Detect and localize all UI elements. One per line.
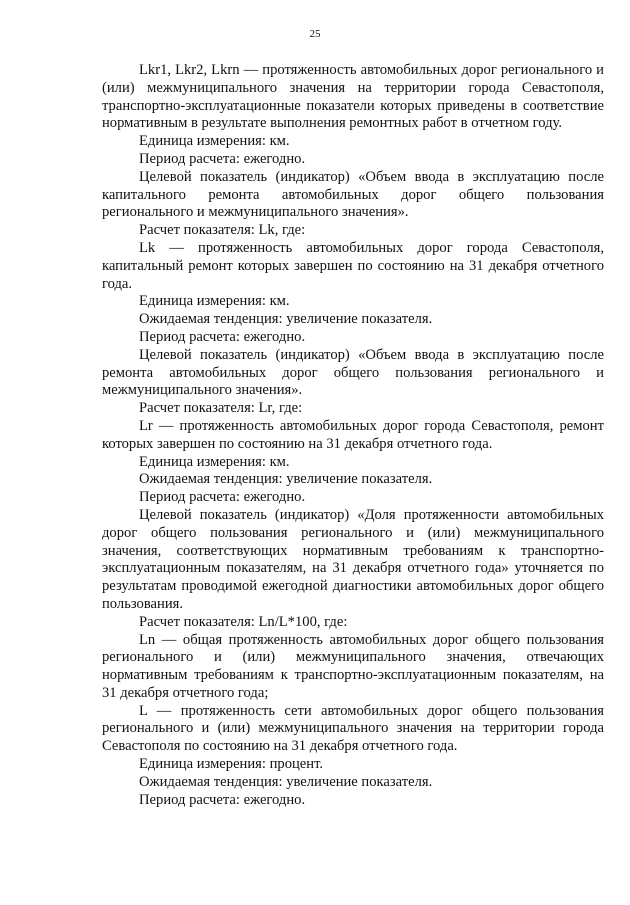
paragraph-trend: Ожидаемая тенденция: увеличение показателя. <box>139 773 433 790</box>
paragraph-unit-km: Единица измерения: км. <box>139 293 290 310</box>
paragraph-unit-percent: Единица измерения: процент. <box>139 756 324 773</box>
paragraph-ln-definition: Ln — общая протяженность автомобильных дорог общего пользования регионального и (или) межмуниципального значения, отвечающих нормативным требованиям к транспортно-эксплуатационным показателям, на 31 декабря отчетного года; <box>102 631 604 701</box>
paragraph-period: Период расчета: ежегодно. <box>139 328 306 345</box>
paragraph-calc-lk: Расчет показателя: Lk, где: <box>139 222 306 239</box>
paragraph-trend: Ожидаемая тенденция: увеличение показателя. <box>139 471 433 488</box>
paragraph-lr-definition: Lr — протяженность автомобильных дорог города Севастополя, ремонт которых завершен по состоянию на 31 декабря отчетного года. <box>102 417 604 452</box>
paragraph-indicator-repair: Целевой показатель (индикатор) «Объем ввода в эксплуатацию после ремонта автомобильных дорог общего пользования регионального и межмуниципального значения». <box>102 346 604 399</box>
paragraph-trend: Ожидаемая тенденция: увеличение показателя. <box>139 311 433 328</box>
paragraph-period: Период расчета: ежегодно. <box>139 489 306 506</box>
paragraph-calc-ln: Расчет показателя: Ln/L*100, где: <box>139 613 348 630</box>
paragraph-period: Период расчета: ежегодно. <box>139 150 306 167</box>
document-body <box>102 62 604 809</box>
paragraph-lk-definition: Lk — протяженность автомобильных дорог города Севастополя, капитальный ремонт которых завершен по состоянию на 31 декабря отчетного года. <box>102 239 604 292</box>
paragraph-lkr-definition: Lkr1, Lkr2, Lkrn — протяженность автомобильных дорог регионального и (или) межмуниципального значения на территории города Севастополя, транспортно-эксплуатационные показатели которых приведены в соответствие нормативным в результате выполнения ремонтных работ в отчетном году. <box>102 62 604 132</box>
paragraph-indicator-share: Целевой показатель (индикатор) «Доля протяженности автомобильных дорог общего пользования регионального и (или) межмуниципального значения, соответствующих нормативным требованиям к транспортно-эксплуатационным показателям, на 31 декабря отчетного года» уточняется по результатам проводимой ежегодной диагностики автомобильных дорог общего пользования. <box>102 506 604 612</box>
paragraph-indicator-capital-repair: Целевой показатель (индикатор) «Объем ввода в эксплуатацию после капитального ремонта автомобильных дорог общего пользования регионального и межмуниципального значения». <box>102 168 604 221</box>
page-number: 25 <box>309 28 321 40</box>
paragraph-l-definition: L — протяженность сети автомобильных дорог общего пользования регионального и (или) межмуниципального значения на территории города Севастополя по состоянию на 31 декабря отчетного года. <box>102 702 604 755</box>
paragraph-calc-lr: Расчет показателя: Lr, где: <box>139 400 303 417</box>
paragraph-unit-km: Единица измерения: км. <box>139 453 290 470</box>
paragraph-period: Период расчета: ежегодно. <box>139 791 306 808</box>
paragraph-unit-km: Единица измерения: км. <box>139 133 290 150</box>
